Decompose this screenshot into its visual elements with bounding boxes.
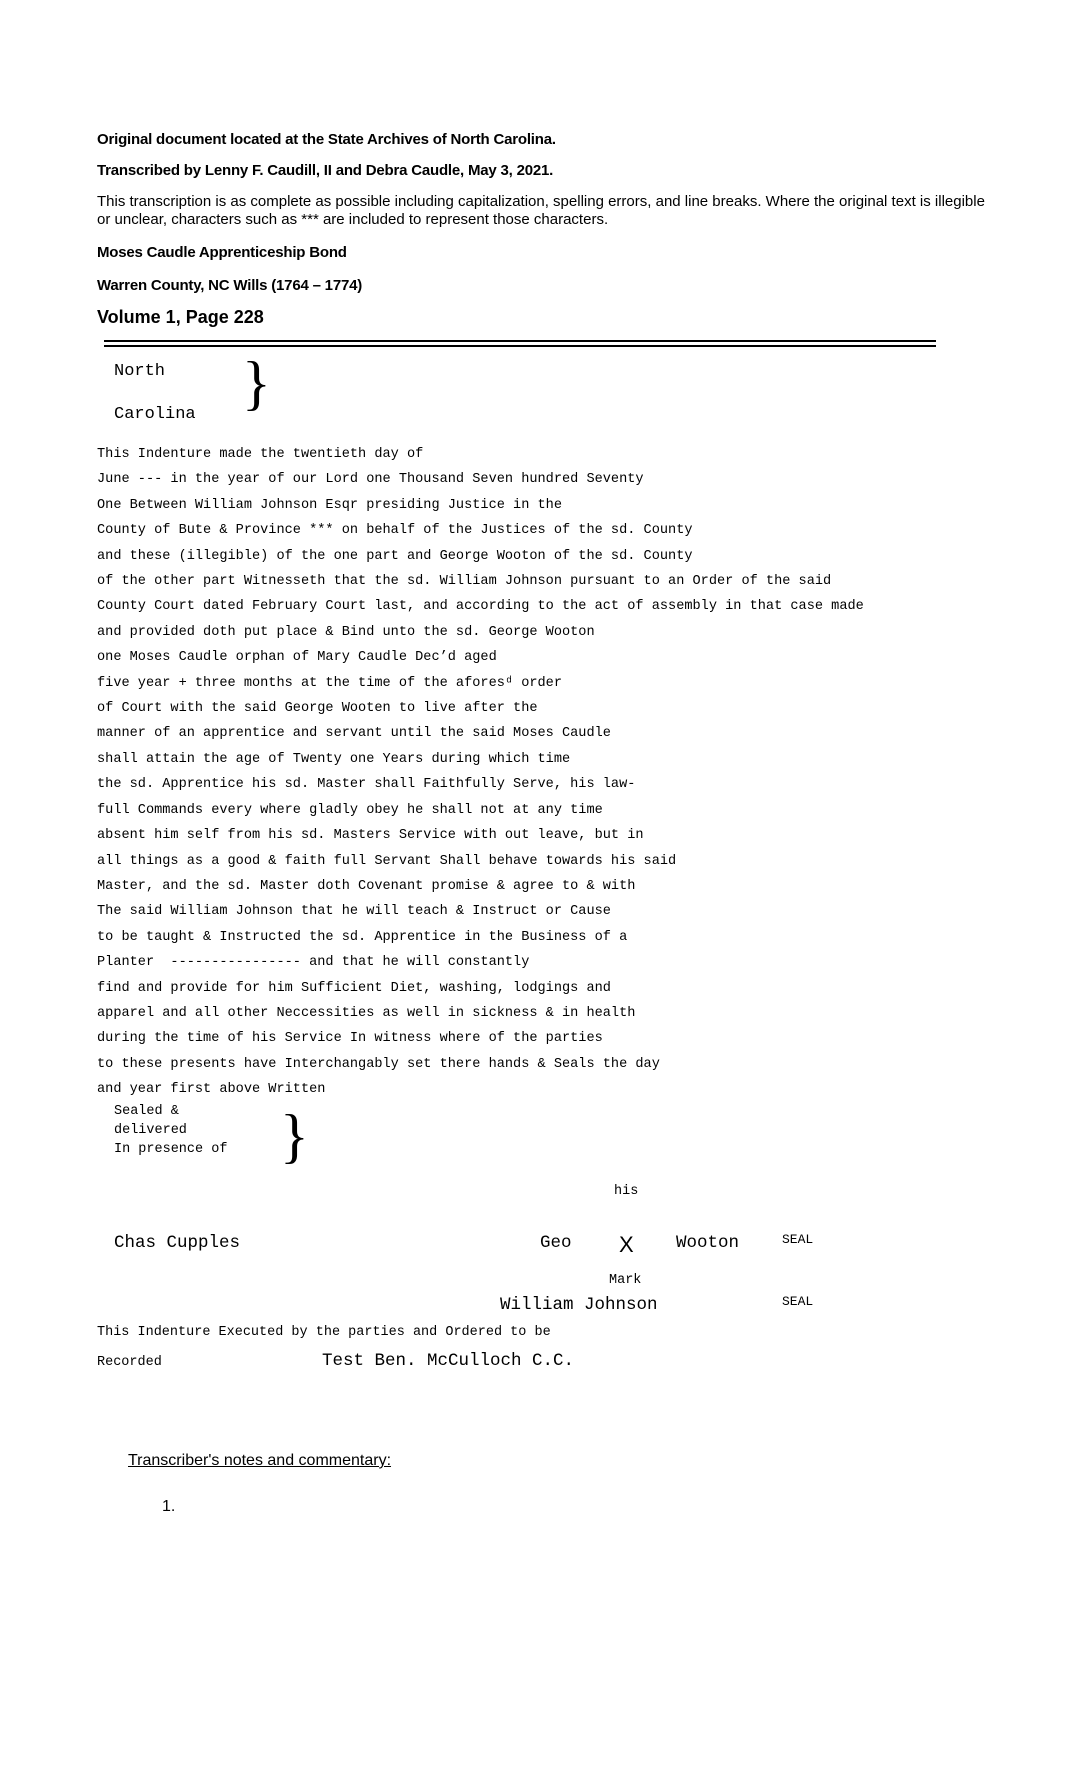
body-line: Planter ---------------- and that he will constantly	[97, 955, 530, 971]
header-divider-top	[104, 340, 936, 342]
transcriber-credit: Transcribed by Lenny F. Caudill, II and Debra Caudle, May 3, 2021.	[97, 162, 554, 179]
body-line: five year + three months at the time of the aforesᵈ order	[97, 675, 562, 691]
his-label: his	[614, 1184, 639, 1199]
location-brace: }	[242, 350, 271, 416]
recorded-label: Recorded	[97, 1355, 162, 1370]
document-title: Moses Caudle Apprenticeship Bond	[97, 244, 347, 261]
body-line: The said William Johnson that he will teach & Instruct or Cause	[97, 904, 611, 920]
body-line: Master, and the sd. Master doth Covenant promise & agree to & with	[97, 878, 636, 894]
body-line: one Moses Caudle orphan of Mary Caudle Dec’d aged	[97, 650, 497, 666]
clerk-test-line: Test Ben. McCulloch C.C.	[322, 1351, 575, 1371]
seal-label-2: SEAL	[782, 1294, 814, 1309]
body-line: the sd. Apprentice his sd. Master shall Faithfully Serve, his law-	[97, 777, 636, 793]
mark-label: Mark	[609, 1273, 642, 1288]
body-line: all things as a good & faith full Servant Shall behave towards his said	[97, 853, 677, 869]
body-line: absent him self from his sd. Masters Service with out leave, but in	[97, 828, 644, 844]
body-line: of Court with the said George Wooten to live after the	[97, 701, 538, 717]
seal-label-1: SEAL	[782, 1232, 814, 1247]
body-line: find and provide for him Sufficient Diet, washing, lodgings and	[97, 980, 611, 996]
body-line: of the other part Witnesseth that the sd. William Johnson pursuant to an Order of the said	[97, 574, 832, 590]
body-line: manner of an apprentice and servant until the said Moses Caudle	[97, 726, 611, 742]
body-line: and year first above Written	[97, 1082, 326, 1098]
body-line: One Between William Johnson Esqr presiding Justice in the	[97, 497, 562, 513]
header-divider-bottom	[104, 345, 936, 347]
body-line: June --- in the year of our Lord one Thousand Seven hundred Seventy	[97, 472, 644, 488]
witness-signature: Chas Cupples	[114, 1233, 241, 1253]
body-line: County Court dated February Court last, and according to the act of assembly in that case made	[97, 599, 864, 615]
second-signer: William Johnson	[500, 1295, 658, 1315]
county-reference: Warren County, NC Wills (1764 – 1774)	[97, 277, 363, 294]
location-carolina: Carolina	[114, 405, 196, 424]
transcription-note: This transcription is as complete as possible including capitalization, spelling errors, and line breaks. Where the original text is illegible or unclear, characters such as *** are included to represent those characters.	[97, 193, 985, 228]
location-north: North	[114, 362, 166, 381]
indenture-body	[97, 442, 864, 1103]
body-line: to be taught & Instructed the sd. Apprentice in the Business of a	[97, 929, 628, 945]
body-line: This Indenture made the twentieth day of	[97, 447, 424, 462]
body-line: full Commands every where gladly obey he shall not at any time	[97, 802, 603, 818]
sealed-line-1: Sealed &	[114, 1104, 179, 1119]
archive-note: Original document located at the State Archives of North Carolina.	[97, 131, 556, 148]
executed-line: This Indenture Executed by the parties and Ordered to be	[97, 1325, 551, 1340]
signer-first-name: Geo	[540, 1233, 572, 1253]
sealed-brace: }	[280, 1103, 309, 1169]
volume-reference: Volume 1, Page 228	[97, 307, 264, 327]
body-line: shall attain the age of Twenty one Years during which time	[97, 751, 571, 767]
body-line: apparel and all other Neccessities as well in sickness & in health	[97, 1005, 636, 1021]
body-line: County of Bute & Province *** on behalf of the Justices of the sd. County	[97, 523, 693, 539]
body-line: during the time of his Service In witness where of the parties	[97, 1031, 603, 1047]
sealed-line-3: In presence of	[114, 1142, 228, 1157]
body-line: and provided doth put place & Bind unto the sd. George Wooton	[97, 624, 595, 640]
notes-item-1: 1.	[162, 1498, 176, 1515]
signer-last-name: Wooton	[676, 1233, 740, 1253]
notes-title: Transcriber's notes and commentary:	[128, 1452, 392, 1469]
sealed-line-2: delivered	[114, 1123, 187, 1138]
signer-mark-x: X	[619, 1232, 634, 1257]
body-line: to these presents have Interchangably set there hands & Seals the day	[97, 1056, 660, 1072]
body-line: and these (illegible) of the one part and George Wooton of the sd. County	[97, 548, 693, 564]
